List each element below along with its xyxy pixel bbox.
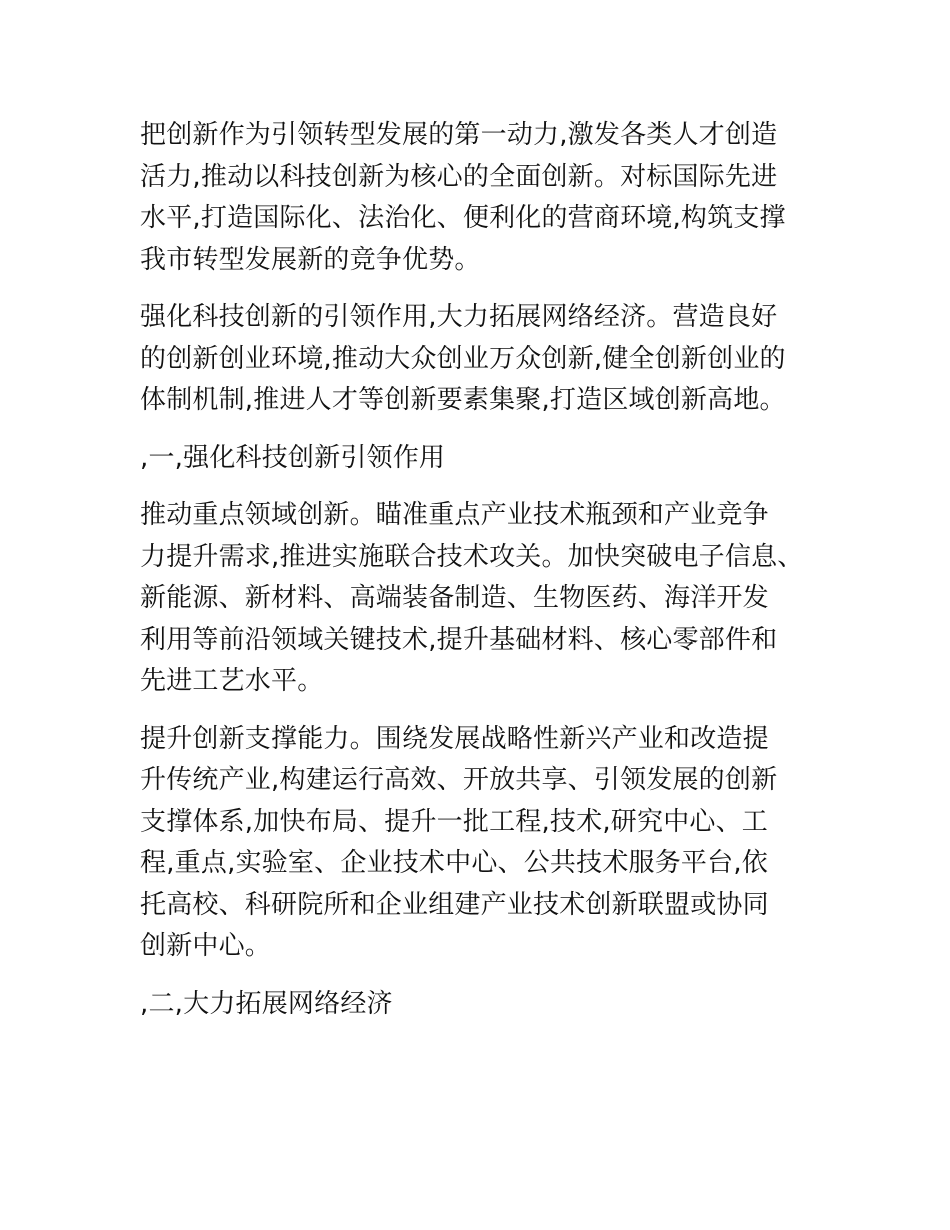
paragraph-support-capacity [140, 719, 812, 968]
text-line: 创新中心。 [140, 931, 272, 961]
text-line: 的创新创业环境,推动大众创业万众创新,健全创新创业的 [140, 343, 786, 374]
text-line: 提升创新支撑能力。围绕发展战略性新兴产业和改造提 [140, 723, 769, 754]
section-heading-one [140, 438, 812, 480]
text-line: 推动重点领域创新。瞄准重点产业技术瓶颈和产业竞争 [140, 500, 769, 530]
text-line: 活力,推动以科技创新为核心的全面创新。对标国际先进 [140, 161, 778, 192]
heading-text: ,二,大力拓展网络经济 [140, 988, 393, 1019]
paragraph-spacer [140, 479, 812, 495]
text-line: 利用等前沿领域关键技术,提升基础材料、核心零部件和 [140, 624, 778, 655]
text-line: 支撑体系,加快布局、提升一批工程,技术,研究中心、工 [140, 806, 768, 837]
text-line: 升传统产业,构建运行高效、开放共享、引领发展的创新 [140, 765, 778, 795]
heading-text: ,一,强化科技创新引领作用 [140, 442, 446, 473]
text-line: 体制机制,推进人才等创新要素集聚,打造区域创新高地。 [140, 385, 786, 415]
paragraph-innovation-driver [140, 115, 812, 281]
text-line: 强化科技创新的引领作用,大力拓展网络经济。营造良好 [140, 302, 778, 332]
text-line: 新能源、新材料、高端装备制造、生物医药、海洋开发 [140, 583, 769, 613]
text-line: 托高校、科研院所和企业组建产业技术创新联盟或协同 [140, 889, 769, 920]
document-body [140, 115, 812, 1025]
text-line: 水平,打造国际化、法治化、便利化的营商环境,构筑支撑 [140, 203, 786, 233]
paragraph-key-fields [140, 495, 812, 703]
text-line: 程,重点,实验室、企业技术中心、公共技术服务平台,依 [140, 848, 768, 878]
paragraph-spacer [140, 703, 812, 719]
text-line: 我市转型发展新的竞争优势。 [140, 244, 481, 275]
paragraph-tech-leadership [140, 297, 812, 422]
text-line: 把创新作为引领转型发展的第一动力,激发各类人才创造 [140, 120, 778, 150]
text-line: 先进工艺水平。 [140, 666, 324, 696]
paragraph-spacer [140, 968, 812, 984]
section-heading-two [140, 984, 812, 1026]
paragraph-spacer [140, 281, 812, 297]
text-line: 力提升需求,推进实施联合技术攻关。加快突破电子信息、 [140, 541, 804, 572]
paragraph-spacer [140, 422, 812, 438]
